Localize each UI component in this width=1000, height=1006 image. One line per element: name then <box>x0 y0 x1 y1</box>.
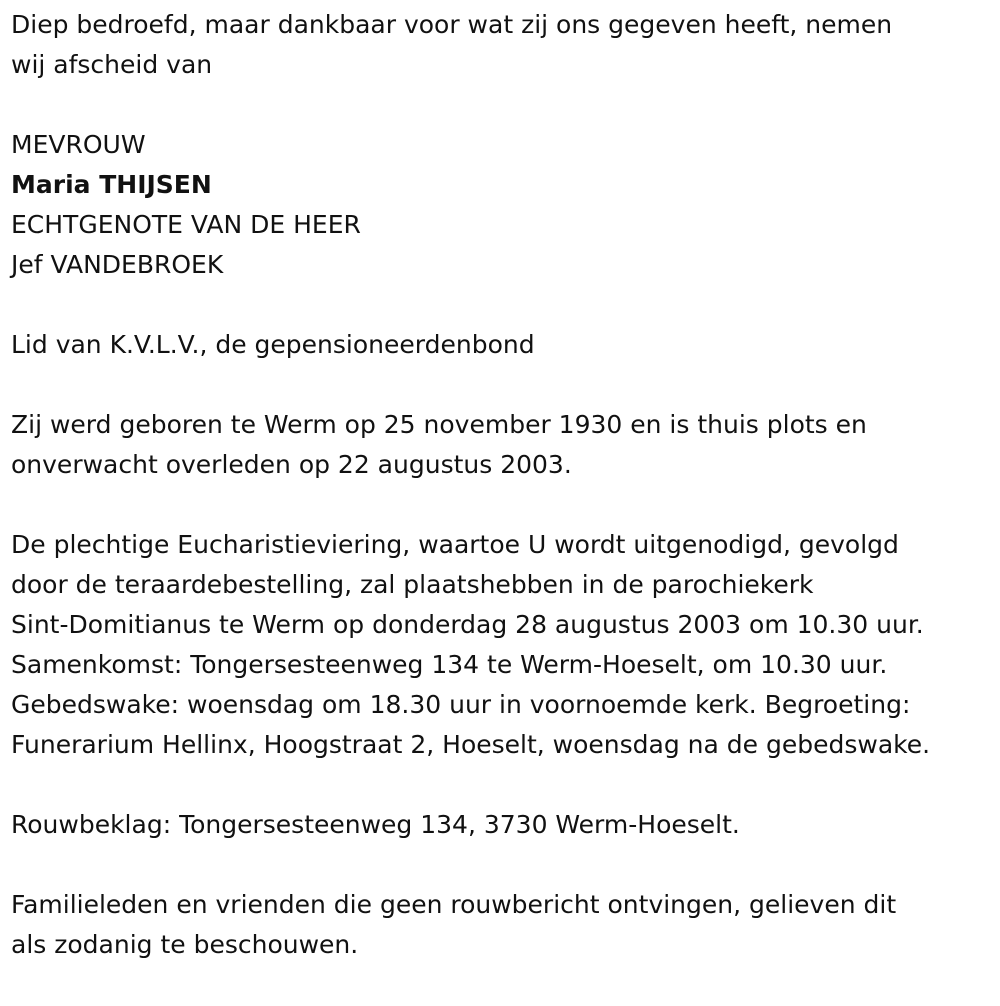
spacer <box>11 365 990 405</box>
title-prefix: MEVROUW <box>11 130 146 159</box>
spacer <box>11 765 990 805</box>
ceremony-text: De plechtige Eucharistieviering, waartoe U wordt uitgenodigd, gevolgd door de teraardebestelling, zal plaatshebben in de parochiekerk Sint-Domitianus te Werm op donderdag 28 augustus 2003 om 10.30 uur. Samenkomst: Tongersesteenweg 134 te Werm-Hoeselt, om 10.30 uur. Gebedswake: woensdag om 18.30 uur in voornoemde kerk. Begroeting: Funerarium Hellinx, Hoogstraat 2, Hoeselt, woensdag na de gebedswake. <box>11 530 931 759</box>
spouse-name: Jef VANDEBROEK <box>11 250 224 279</box>
closing-text: Familieleden en vrienden die geen rouwbericht ontvingen, gelieven dit als zodanig te beschouwen. <box>11 890 897 959</box>
deceased-name: Maria THIJSEN <box>11 170 212 199</box>
spacer <box>11 285 990 325</box>
spacer <box>11 485 990 525</box>
condolence-address: Rouwbeklag: Tongersesteenweg 134, 3730 Werm-Hoeselt. <box>11 810 740 839</box>
spacer <box>11 845 990 885</box>
intro-text: Diep bedroefd, maar dankbaar voor wat zij ons gegeven heeft, nemen wij afscheid van <box>11 10 893 79</box>
spacer <box>11 85 990 125</box>
spouse-label: ECHTGENOTE VAN DE HEER <box>11 210 361 239</box>
membership-text: Lid van K.V.L.V., de gepensioneerdenbond <box>11 330 535 359</box>
life-dates-text: Zij werd geboren te Werm op 25 november 1930 en is thuis plots en onverwacht overleden op 22 augustus 2003. <box>11 410 867 479</box>
